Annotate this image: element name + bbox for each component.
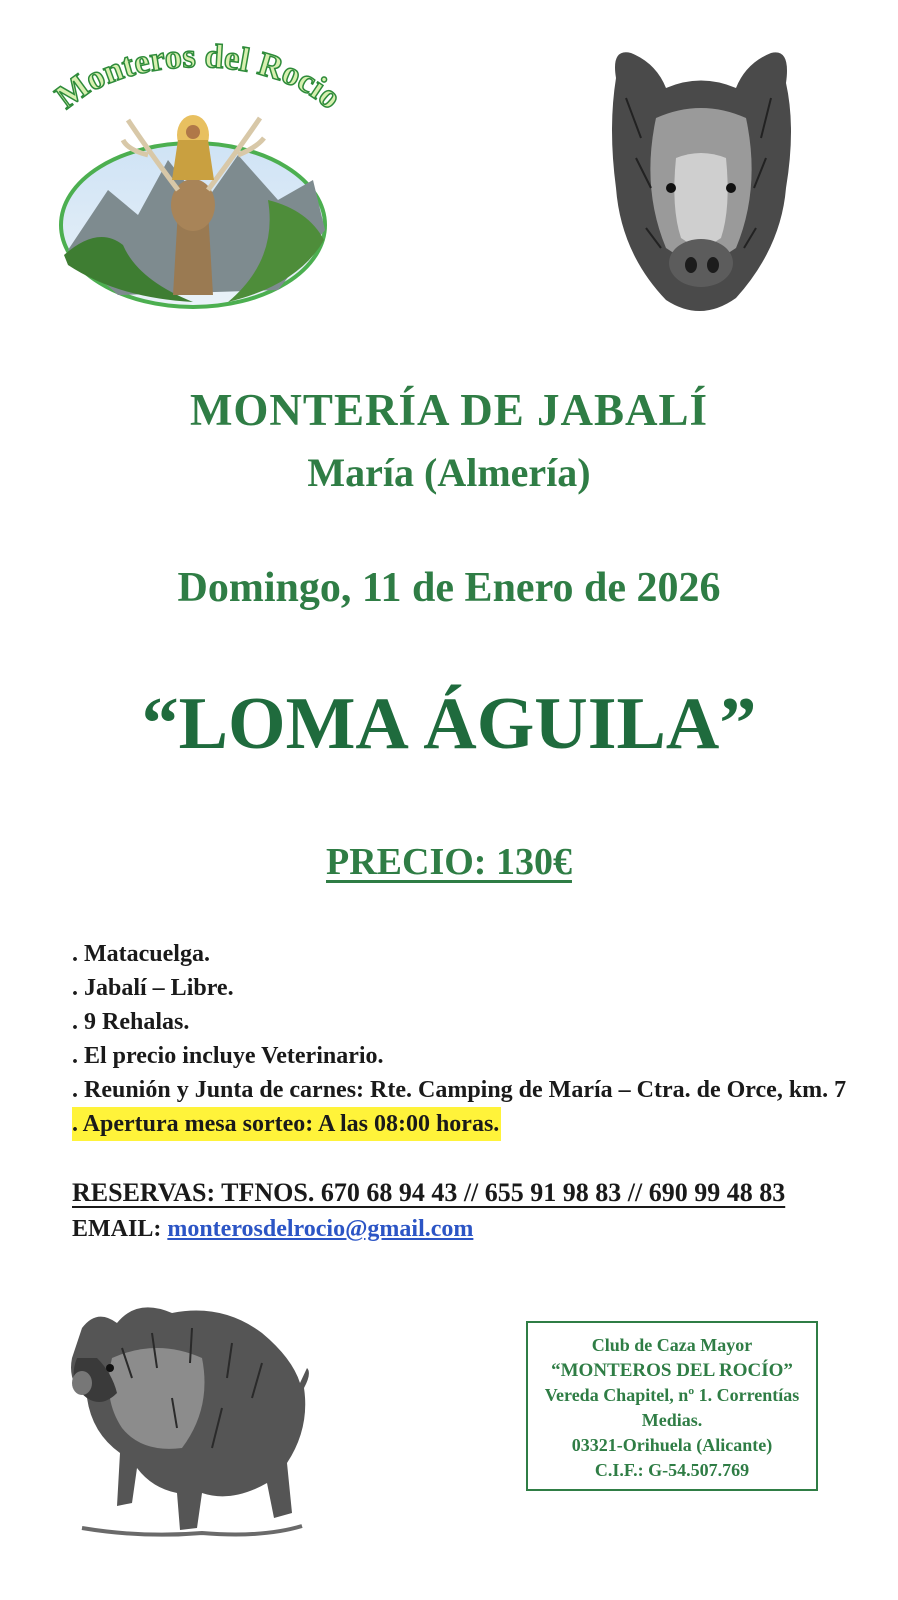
event-location: María (Almería) bbox=[307, 450, 591, 495]
logo-arc-text: Monteros del Rocio bbox=[48, 40, 349, 117]
event-date: Domingo, 11 de Enero de 2026 bbox=[177, 565, 721, 611]
club-name: “MONTEROS DEL ROCÍO” bbox=[551, 1360, 793, 1381]
club-logo bbox=[28, 40, 358, 310]
detail-item: . El precio incluye Veterinario. bbox=[72, 1043, 384, 1069]
detail-item: . Matacuelga. bbox=[72, 941, 210, 967]
detail-item: . Jabalí – Libre. bbox=[72, 975, 234, 1001]
club-address-cont: Medias. bbox=[641, 1410, 703, 1430]
email-line bbox=[72, 1216, 473, 1243]
club-cif: C.I.F.: G-54.507.769 bbox=[594, 1460, 750, 1480]
club-city: 03321-Orihuela (Alicante) bbox=[571, 1435, 773, 1455]
detail-item: . Reunión y Junta de carnes: Rte. Camping de María – Ctra. de Orce, km. 7 bbox=[72, 1077, 847, 1103]
boar-head-illustration bbox=[596, 38, 806, 323]
club-type: Club de Caza Mayor bbox=[591, 1335, 753, 1355]
email-link[interactable]: monterosdelrocio@gmail.com bbox=[167, 1216, 474, 1242]
club-address: Vereda Chapitel, nº 1. Correntías bbox=[544, 1385, 800, 1405]
detail-item: . 9 Rehalas. bbox=[72, 1009, 190, 1035]
event-place-name: “LOMA ÁGUILA” bbox=[141, 683, 757, 765]
event-title: MONTERÍA DE JABALÍ bbox=[189, 385, 709, 435]
boar-illustration bbox=[62, 1288, 312, 1543]
email-label: EMAIL: bbox=[72, 1216, 168, 1242]
reservation-phones: RESERVAS: TFNOS. 670 68 94 43 // 655 91 98 83 // 690 99 48 83 bbox=[72, 1178, 786, 1207]
club-info-box bbox=[526, 1321, 818, 1491]
detail-item-highlighted: . Apertura mesa sorteo: A las 08:00 horas. bbox=[72, 1107, 501, 1141]
event-price: PRECIO: 130€ bbox=[326, 841, 572, 883]
details-list bbox=[72, 937, 862, 1141]
